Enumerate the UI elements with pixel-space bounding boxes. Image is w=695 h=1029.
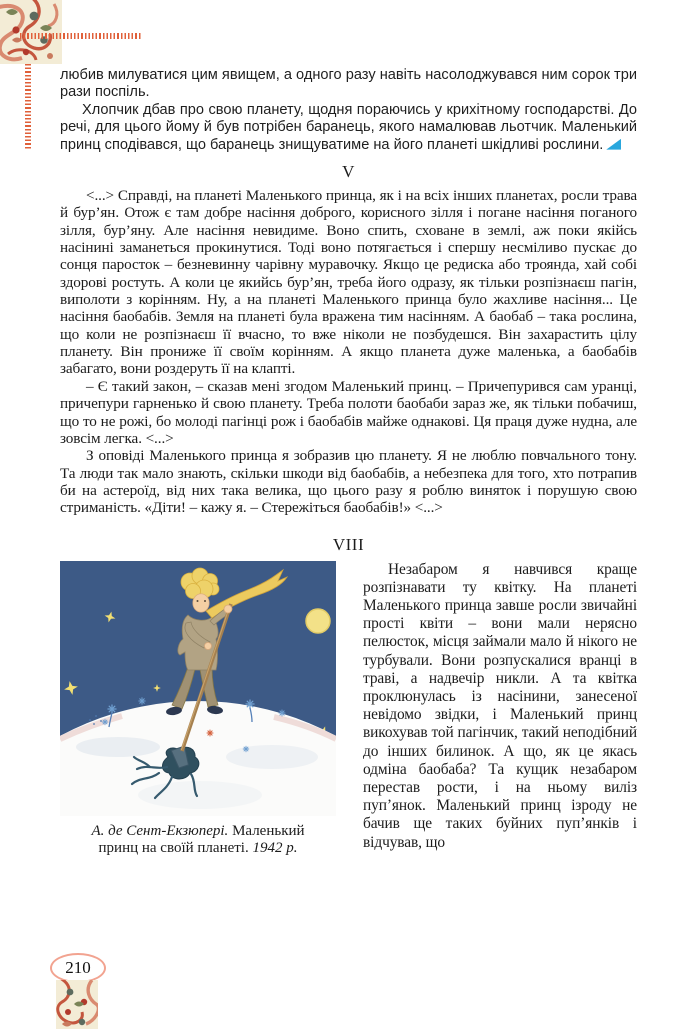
figure-caption-title: Маленький принц на своїй планеті. [98,822,305,857]
little-prince-on-planet-illustration [60,561,336,816]
intro-paragraph: любив милуватися цим явищем, а одного разу навіть насолоджувався ним сорок три рази поспіль. [60,67,637,101]
chapter-viii-paragraph: Незабаром я навчився краще розпізнавати ту квітку. На планеті Маленького принца завше росли звичайні прості квіти – вони мали нерясно пелюсток, місця займали мало й нікого не турбували. Вони розпускалися вранці в траві, а надвечір никли. А та квітка проклюнулась із насінини, занесеної невідомо звідки, і Маленький принц викохував той пагінчик, такий неподібний до інших билинок. А що, як це якась одміна баобаба? Та кущик незабаром перестав рости, і на ньому виліз пуп’янок. Маленький принц ізроду не бачив ще таких буйних пуп’янків і відчував, що [363,560,637,851]
figure-and-text-row [60,561,637,858]
chapter-v-paragraph: – Є такий закон, – сказав мені згодом Маленький принц. – Причепурився сам уранці, причепури гарненько й свою планету. Треба полоти баобаби зараз же, як тільки побачиш, що то не рожі, бо молоді пагінці рож і баобабів майже однакові. Ця праця дуже нудна, але зовсім легка. <...> [60,377,637,447]
dotted-rule-vertical [25,64,31,150]
figure-caption-year: 1942 р. [252,840,298,857]
intro-block [60,67,637,154]
intro-paragraph [60,102,637,154]
figure-little-prince [60,561,336,858]
footer-ornament-icon [56,980,98,1029]
corner-ornament-icon [0,0,62,64]
figure-caption [70,823,326,858]
sparkle-icon [207,730,213,736]
excerpt-end-triangle-icon [606,139,621,150]
chapter-heading-viii: VIII [332,534,365,554]
moon-icon [306,609,330,633]
chapter-v-paragraph: З оповіді Маленького принца я зобразив цю планету. Я не люблю повчального тону. Та люди так мало знають, скільки шкоди від баобабів, а небезпека для того, хто потрапив би на астероїд, від них така велика, що цього разу я роблю виняток і порушую свою стриманість. «Діти! – кажу я. – Стережіться баобабів!» <...> [60,447,637,517]
page-number-badge: 210 [50,953,106,983]
intro-paragraph-text: Хлопчик дбав про свою планету, щодня пораючись у крихітному господарстві. До речі, для цього йому й був потрібен баранець, якого намалював льотчик. Маленький принц сподівався, що баранець знищуватиме на його планеті шкідливі рослини. [60,101,637,153]
figure-caption-author: А. де Сент-Екзюпері. [91,822,229,839]
chapter-heading-v: V [342,162,355,182]
chapter-v-paragraph: <...> Справді, на планеті Маленького принца, як і на всіх інших планетах, росли трава й бур’ян. Отож є там добре насіння доброго, корисного зілля і погане насіння поганого зілля, бур’яну. Але насіння невидиме. Воно спить, сховане в землі, аж поки якійсь насінині заманеться прокинутися. Тоді воно потягається і спершу несміливо пускає до сонця паросток – безневинну чарівну муравочку. Якщо це редиска або троянда, хай собі здорові ростуть. А коли це якийсь бур’ян, треба його одразу, як тільки розпізнаєш пагін, виполоти з корінням. Ну, а на планеті Маленького принца було жахливе насіння... Це насіння баобабів. Земля на планеті була вражена тим насінням. А баобаб – така рослина, що коли не розпізнаєш її вчасно, то вже ніколи не позбудешся. Він захарастить цілу планету. Він прониже її своїм корінням. А якщо планета дуже маленька, а баобабів забагато, вони роздеруть її на клапті. [60,187,637,378]
page-content [60,0,637,858]
chapter-viii-text [363,561,637,852]
chapter-v-text [60,187,637,517]
